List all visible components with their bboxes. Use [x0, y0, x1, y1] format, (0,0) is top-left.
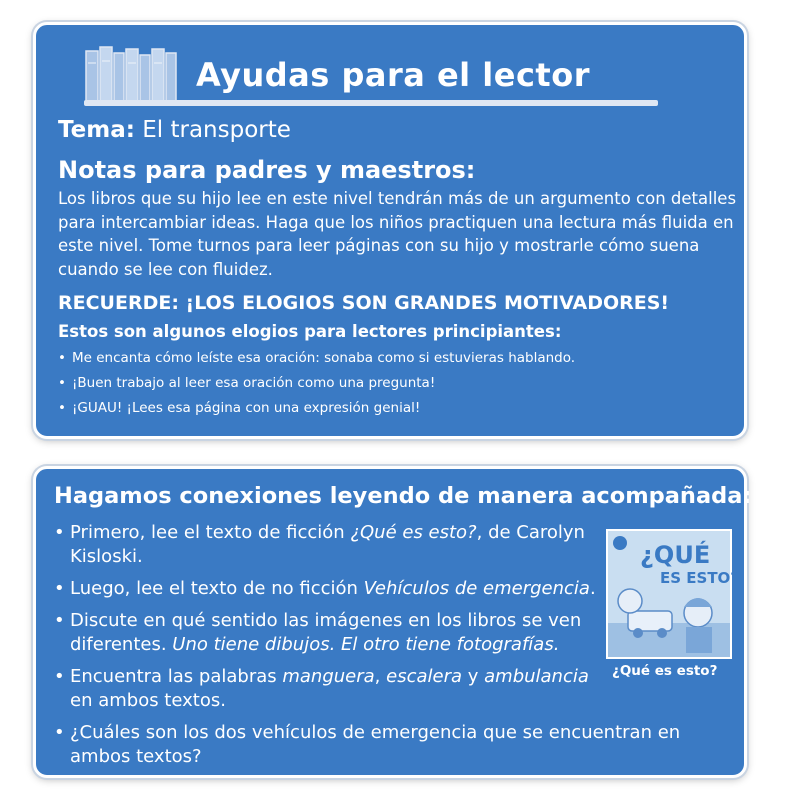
- list-item: • Luego, lee el texto de no ficción Vehículos de emergencia.: [54, 577, 600, 601]
- list-item: • Primero, lee el texto de ficción ¿Qué es esto?, de Carolyn Kisloski.: [54, 521, 600, 569]
- connections-card: [33, 466, 752, 778]
- list-item: • ¡GUAU! ¡Lees esa página con una expresión genial!: [58, 396, 575, 421]
- list-item: • ¡Buen trabajo al leer esa oración como una pregunta!: [58, 371, 575, 396]
- notes-heading: Notas para padres y maestros:: [58, 156, 476, 184]
- list-item: • Me encanta cómo leíste esa oración: sonaba como si estuvieras hablando.: [58, 346, 575, 371]
- list-item: • ¿Cuáles son los dos vehículos de emergencia que se encuentran en ambos textos?: [54, 721, 714, 769]
- notes-body: Los libros que su hijo lee en este nivel tendrán más de un argumento con detalles para intercambiar ideas. Haga que los niños practiquen una lectura más fluida en este nivel. Tome turnos para leer páginas con su hijo y mostrarle cómo suena cuando se lee con fluidez.: [58, 189, 737, 279]
- theme-line: [58, 117, 291, 143]
- cover-caption: ¿Qué es esto?: [612, 663, 718, 679]
- page-title: Ayudas para el lector: [196, 56, 590, 94]
- praise-list: [58, 346, 575, 421]
- books-icon: [84, 43, 196, 103]
- svg-text:¿QUÉ: ¿QUÉ: [640, 541, 711, 569]
- header-underline: [84, 100, 658, 106]
- list-item: • Discute en qué sentido las imágenes en los libros se ven diferentes. Uno tiene dibujos. El otro tiene fotografías.: [54, 609, 600, 657]
- connections-heading: Hagamos conexiones leyendo de manera acompañada:: [54, 483, 752, 509]
- praise-subheading: Estos son algunos elogios para lectores principiantes:: [58, 322, 562, 341]
- book-cover: [606, 529, 740, 659]
- theme-value: El transporte: [134, 117, 291, 143]
- reader-aids-card: [33, 22, 747, 439]
- book-cover-illustration: [608, 531, 740, 657]
- remember-heading: RECUERDE: ¡LOS ELOGIOS SON GRANDES MOTIVADORES!: [58, 292, 670, 314]
- svg-text:ES ESTO?: ES ESTO?: [660, 569, 740, 587]
- theme-label: Tema:: [58, 117, 135, 143]
- list-item: • Encuentra las palabras manguera, escalera y ambulancia en ambos textos.: [54, 665, 600, 713]
